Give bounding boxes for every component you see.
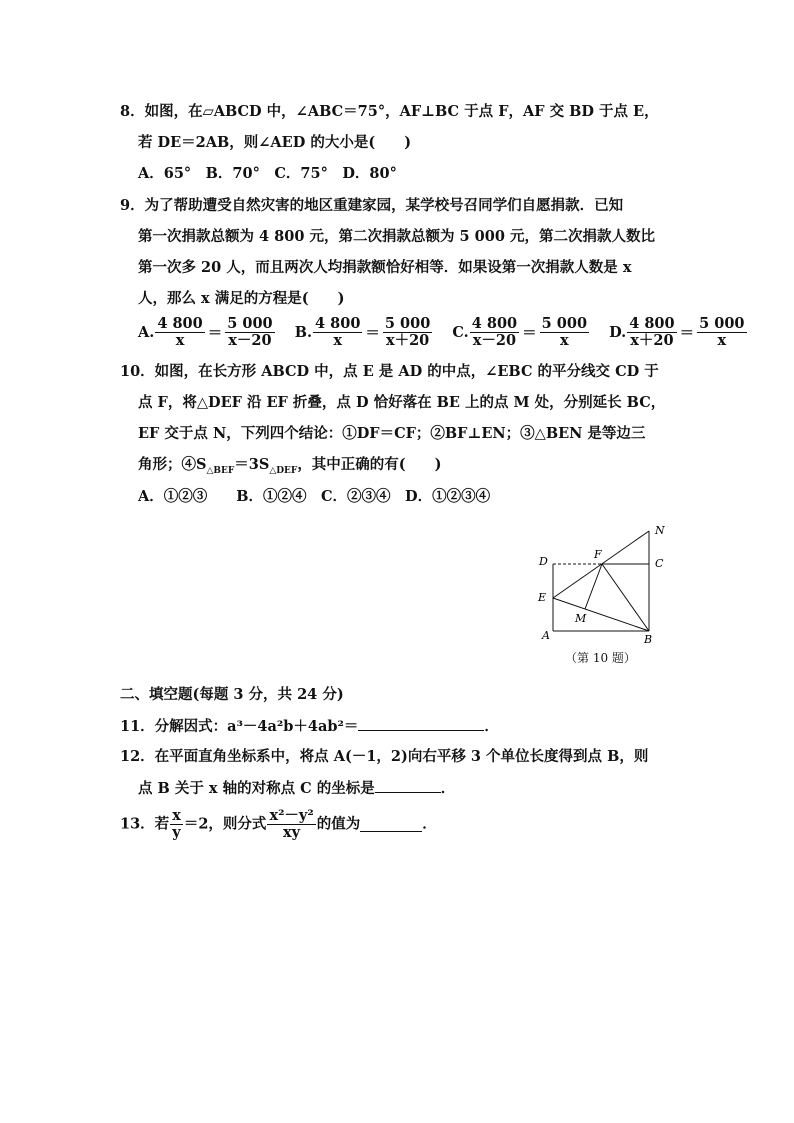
q10-line1: 10．如图，在长方形 ABCD 中，点 E 是 AD 的中点，∠EBC 的平分线交 CD 于 [120,363,659,380]
q11-blank[interactable] [358,716,484,731]
q9-line4: 人，那么 x 满足的方程是( ) [138,290,345,307]
q9-option-d: D. $\frac{4 800}{x+20}$ ＝ $\frac{5 000}{x}$ [609,315,745,349]
q13: 13．若 $\frac{x}{y}$ ＝2，则分式 $\frac{\text{x²－y²}}{xy}$ 的值为 ． [120,807,437,841]
q8-options: A．65° B．70° C．75° D．80° [138,165,397,182]
q9-line2: 第一次捐款总额为 4 800 元，第二次捐款总额为 5 000 元，第二次捐款人数比 [138,228,655,245]
q12-line2: 点 B 关于 x 轴的对称点 C 的坐标是 ． [138,780,456,797]
q9-line3: 第一次多 20 人，而且两次人均捐款额恰好相等．如果设第一次捐款人数是 x [138,259,632,276]
q12-line1: 12．在平面直角坐标系中，将点 A(－1，2)向右平移 3 个单位长度得到点 B，则 [120,748,649,765]
q10-options: A．①②③ B．①②④ C．②③④ D．①②③④ [138,488,491,505]
segment-eb [553,598,649,631]
label-c: C [655,557,664,570]
label-b: B [644,633,653,646]
q8-line1: 8．如图，在▱ABCD 中，∠ABC＝75°，AF⊥BC 于点 F，AF 交 BD 于点 E， [120,103,659,120]
q9-options [138,316,762,349]
q13-blank[interactable] [360,817,422,832]
segment-fm [585,564,602,609]
q9-option-c: C. $\frac{4 800}{x-20}$ ＝ $\frac{5 000}{x}$ [452,315,588,349]
q12-blank[interactable] [375,778,441,793]
q11: 11．分解因式：a³－4a²b＋4ab²＝ ． [120,718,499,735]
label-m: M [575,612,587,625]
label-n: N [655,524,665,537]
q9-option-b: B. $\frac{4 800}{x}$ ＝ $\frac{5 000}{x+20}$ [294,315,431,349]
q10-line2: 点 F，将△DEF 沿 EF 折叠，点 D 恰好落在 BE 上的点 M 处，分别延长 BC， [138,394,666,411]
q10-line4: 角形；$④S_{\triangle BEF}=3S_{\triangle DEF}$，其中正确的有( ) [138,456,442,476]
q9-option-a: A. $\frac{4 800}{x}$ ＝ $\frac{5 000}{x-20}$ [138,315,273,349]
label-e: E [538,591,547,604]
q10-figure [530,520,680,670]
label-a: A [542,629,550,642]
q10-caption: （第 10 题） [565,651,636,665]
label-f: F [594,548,602,561]
q10-line3: EF 交于点 N，下列四个结论：①DF＝CF；②BF⊥EN；③△BEN 是等边三 [138,425,646,442]
q9-line1: 9．为了帮助遭受自然灾害的地区重建家园，某学校号召同学们自愿捐款．已知 [120,197,624,214]
section2-heading: 二、填空题(每题 3 分，共 24 分) [120,686,344,703]
q8-line2: 若 DE＝2AB，则∠AED 的大小是( ) [138,134,412,151]
label-d: D [539,555,548,568]
segment-fb [602,564,649,631]
